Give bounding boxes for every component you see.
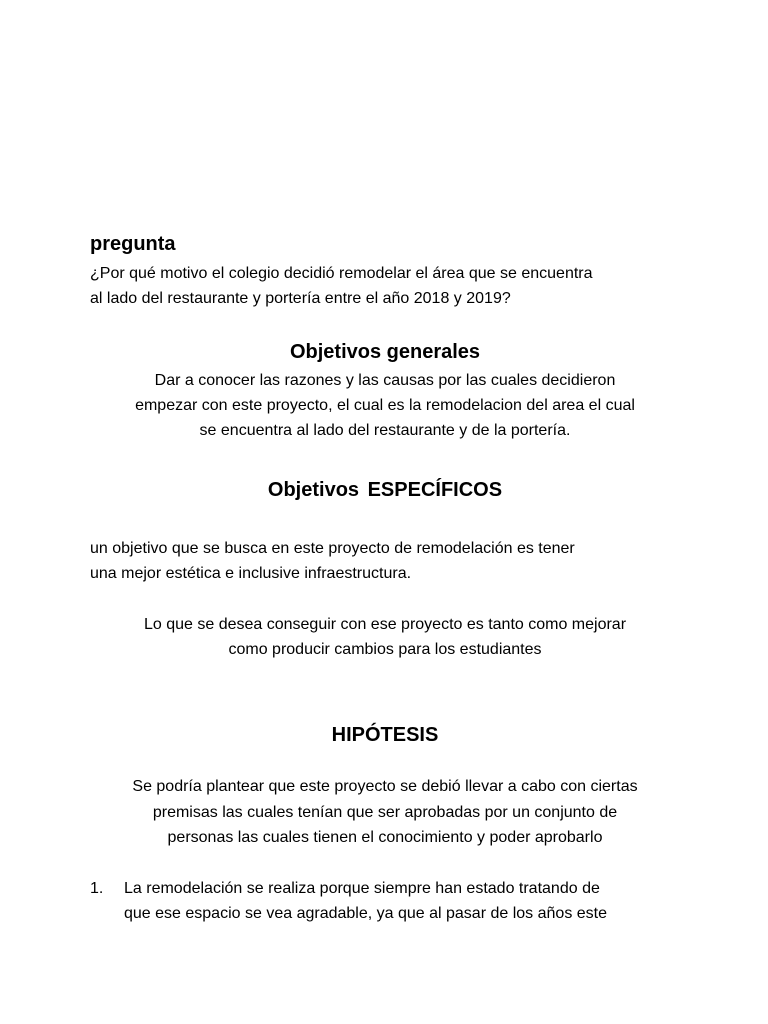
objetivos-especificos-p2-line-1: Lo que se desea conseguir con ese proyecto es tanto como mejorar <box>143 616 627 633</box>
objetivos-generales-line-1: Dar a conocer las razones y las causas por las cuales decidieron <box>154 372 616 389</box>
pregunta-heading: pregunta <box>90 233 176 255</box>
objetivos-especificos-p1-line-2: una mejor estética e inclusive infraestructura. <box>90 565 412 582</box>
hipotesis-line-2: premisas las cuales tenían que ser aprobadas por un conjunto de <box>152 804 618 821</box>
hipotesis-line-1: Se podría plantear que este proyecto se debió llevar a cabo con ciertas <box>132 778 638 795</box>
pregunta-line-1: ¿Por qué motivo el colegio decidió remodelar el área que se encuentra <box>90 265 593 282</box>
objetivos-especificos-heading: Objetivos ESPECÍFICOS <box>267 479 503 501</box>
list-item-line-1: La remodelación se realiza porque siempre han estado tratando de <box>124 880 600 897</box>
hipotesis-heading: HIPÓTESIS <box>331 724 439 746</box>
objetivos-generales-heading: Objetivos generales <box>289 341 481 363</box>
hipotesis-list-item <box>90 876 680 926</box>
list-item-line-2: que ese espacio se vea agradable, ya que al pasar de los años este <box>124 905 607 922</box>
objetivos-especificos-p2-line-2: como producir cambios para los estudiantes <box>228 641 542 658</box>
objetivos-especificos-p1-line-1: un objetivo que se busca en este proyecto de remodelación es tener <box>90 540 575 557</box>
pregunta-line-2: al lado del restaurante y portería entre el año 2018 y 2019? <box>90 290 511 307</box>
list-item-number: 1. <box>90 880 104 897</box>
hipotesis-line-3: personas las cuales tienen el conocimiento y poder aprobarlo <box>167 829 603 846</box>
objetivos-generales-line-3: se encuentra al lado del restaurante y de la portería. <box>199 422 571 439</box>
objetivos-generales-line-2: empezar con este proyecto, el cual es la remodelacion del area el cual <box>135 397 635 414</box>
